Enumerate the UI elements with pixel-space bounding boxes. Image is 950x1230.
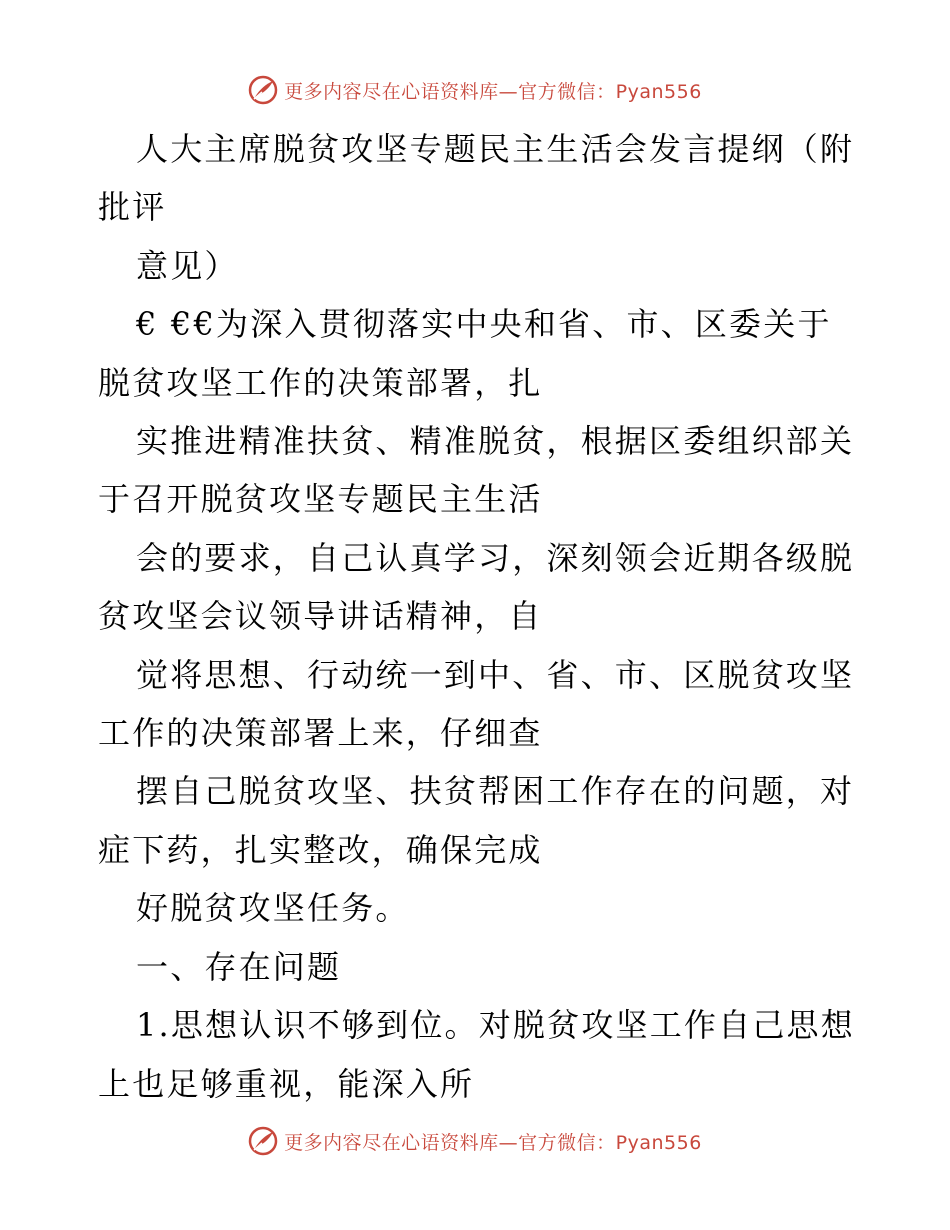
document-body [98, 120, 858, 1113]
watermark-text: 更多内容尽在心语资料库—官方微信：Pyan556 [284, 80, 702, 103]
paragraph-5: 摆自己脱贫攻坚、扶贫帮困工作存在的问题，对症下药，扎实整改，确保完成 [98, 772, 855, 869]
watermark-text: 更多内容尽在心语资料库—官方微信：Pyan556 [284, 1131, 702, 1154]
header-watermark [0, 70, 950, 110]
paragraph-3: 会的要求，自己认真学习，深刻领会近期各级脱贫攻坚会议领导讲话精神，自 [98, 538, 855, 636]
paragraph-title: 人大主席脱贫攻坚专题民主生活会发言提纲（附批评 [98, 130, 855, 227]
paragraph-7: 1.思想认识不够到位。对脱贫攻坚工作自己思想上也足够重视，能深入所 [98, 1006, 855, 1103]
feather-logo-icon [248, 1126, 278, 1156]
paragraph-2: 实推进精准扶贫、精准脱贫，根据区委组织部关于召开脱贫攻坚专题民主生活 [98, 422, 855, 519]
paragraph-title-cont: 意见） [136, 246, 239, 285]
paragraph-1: € €€为深入贯彻落实中央和省、市、区委关于脱贫攻坚工作的决策部署，扎 [98, 305, 832, 402]
footer-watermark [0, 1121, 950, 1161]
paragraph-6: 好脱贫攻坚任务。 [136, 889, 410, 928]
feather-logo-icon [248, 75, 278, 105]
paragraph-4: 觉将思想、行动统一到中、省、市、区脱贫攻坚工作的决策部署上来，仔细查 [98, 655, 855, 753]
section-heading: 一、存在问题 [136, 947, 342, 986]
